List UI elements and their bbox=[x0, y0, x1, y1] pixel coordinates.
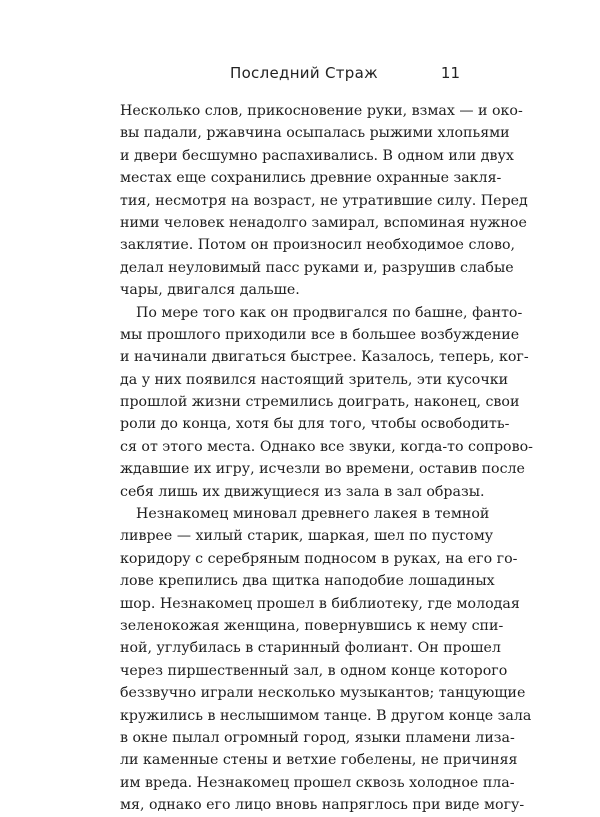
text-line: им вреда. Незнакомец прошел сквозь холодное пла- bbox=[120, 774, 515, 791]
text-line: через пиршественный зал, в одном конце которого bbox=[120, 662, 508, 679]
text-line: коридору с серебряным подносом в руках, на его го- bbox=[120, 550, 518, 567]
text-line: вы падали, ржавчина осыпалась рыжими хлопьями bbox=[120, 125, 510, 142]
text-line: тия, несмотря на возраст, не утратившие силу. Перед bbox=[120, 192, 528, 209]
text-line: ждавшие их игру, исчезли во времени, оставив после bbox=[120, 461, 525, 478]
text-line: мы прошлого приходили все в большее возбуждение bbox=[120, 326, 520, 343]
text-line: кружились в неслышимом танце. В другом конце зала bbox=[120, 707, 532, 724]
text-line: местах еще сохранились древние охранные закля- bbox=[120, 170, 502, 187]
text-line: ной, углубилась в старинный фолиант. Он прошел bbox=[120, 640, 501, 657]
text-line: ними человек ненадолго замирал, вспоминая нужное bbox=[120, 214, 527, 231]
body-text bbox=[120, 100, 533, 817]
text-line: да у них появился настоящий зритель, эти кусочки bbox=[120, 371, 509, 388]
text-line: заклятие. Потом он произносил необходимое слово, bbox=[120, 237, 515, 254]
text-line: себя лишь их движущиеся из зала в зал образы. bbox=[120, 483, 485, 500]
text-line: мя, однако его лицо вновь напряглось при виде могу- bbox=[120, 797, 525, 814]
text-line: и начинали двигаться быстрее. Казалось, теперь, ког- bbox=[120, 349, 529, 366]
text-line: роли до конца, хотя бы для того, чтобы освободить- bbox=[120, 416, 510, 433]
page-number: 11 bbox=[440, 64, 460, 82]
running-title: Последний Страж bbox=[230, 64, 378, 82]
text-line: зеленокожая женщина, повернувшись к нему спи- bbox=[120, 617, 504, 634]
text-line: ливрее — хилый старик, шаркая, шел по пустому bbox=[120, 528, 494, 545]
text-line: беззвучно играли несколько музыкантов; танцующие bbox=[120, 685, 526, 702]
text-line: в окне пылал огромный город, языки пламени лиза- bbox=[120, 729, 515, 746]
text-line: делал неуловимый пасс руками и, разрушив слабые bbox=[120, 259, 514, 276]
running-header bbox=[120, 64, 460, 88]
text-line: По мере того как он продвигался по башне, фанто- bbox=[136, 304, 523, 321]
text-line: и двери бесшумно распахивались. В одном или двух bbox=[120, 147, 514, 164]
text-line: ся от этого места. Однако все звуки, когда-то сопрово- bbox=[120, 438, 533, 455]
text-line: ли каменные стены и ветхие гобелены, не причиняя bbox=[120, 752, 518, 769]
text-line: прошлой жизни стремились доиграть, наконец, свои bbox=[120, 394, 520, 411]
text-line: Незнакомец миновал древнего лакея в темной bbox=[136, 506, 490, 523]
text-line: чары, двигался дальше. bbox=[120, 282, 300, 299]
text-line: шор. Незнакомец прошел в библиотеку, где молодая bbox=[120, 595, 520, 612]
text-line: лове крепились два щитка наподобие лошадиных bbox=[120, 573, 495, 590]
text-line: Несколько слов, прикосновение руки, взмах — и око- bbox=[120, 103, 523, 119]
